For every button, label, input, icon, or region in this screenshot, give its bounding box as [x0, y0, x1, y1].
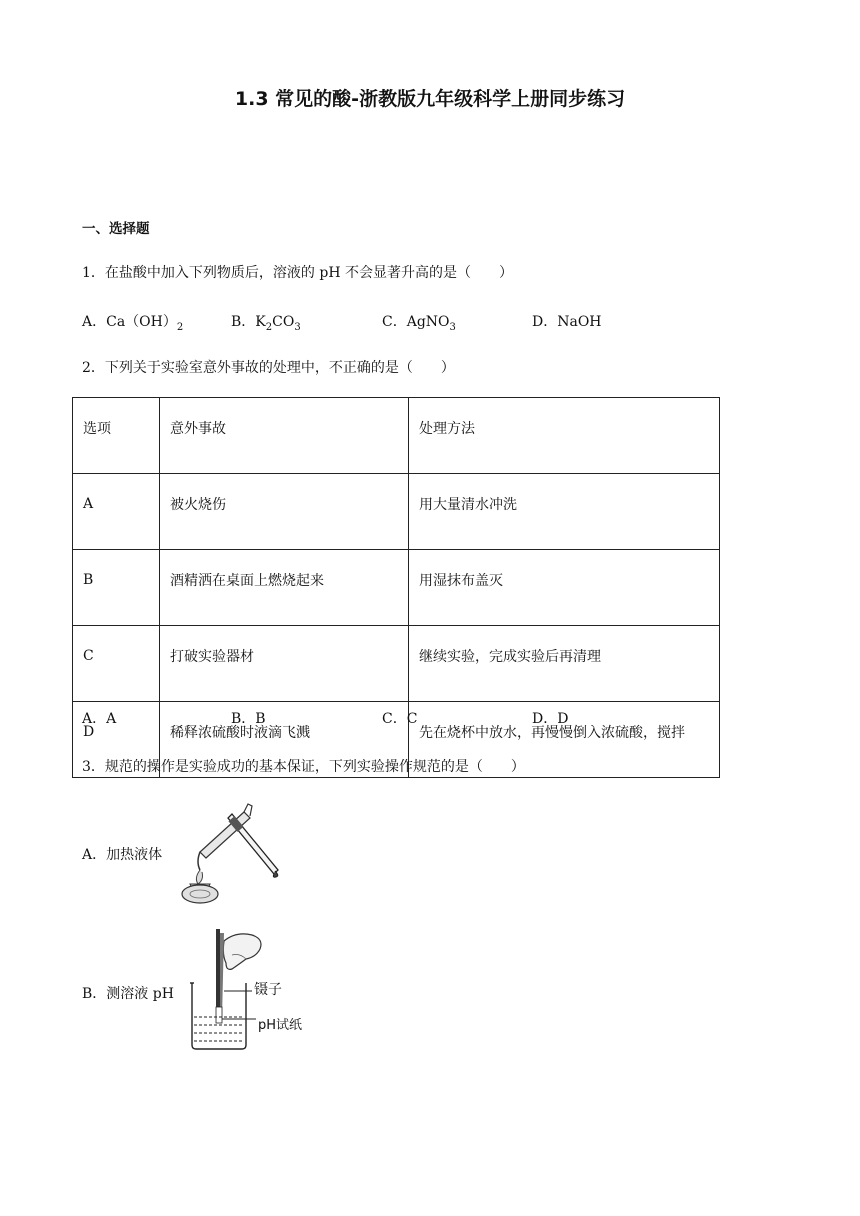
- q1-option-d: D．NaOH: [532, 314, 602, 330]
- table-header-cell: 意外事故: [160, 398, 409, 474]
- table-header-cell: 处理方法: [409, 398, 720, 474]
- table-cell: 被火烧伤: [160, 474, 409, 550]
- table-cell: 打破实验器材: [160, 626, 409, 702]
- table-header-cell: 选项: [73, 398, 160, 474]
- table-cell: 用大量清水冲洗: [409, 474, 720, 550]
- section-heading: 一、选择题: [82, 221, 150, 237]
- table-row: [73, 550, 720, 626]
- table-cell: 用湿抹布盖灭: [409, 550, 720, 626]
- table-cell: 继续实验，完成实验后再清理: [409, 626, 720, 702]
- table-cell: 酒精洒在桌面上燃烧起来: [160, 550, 409, 626]
- q1-option-a: A．$Ca(OH)_2$: [82, 314, 184, 333]
- q2-option-b: B．B: [231, 711, 266, 727]
- measure-ph-figure: [186, 925, 316, 1053]
- q3-option-a-label: A．加热液体: [82, 847, 163, 863]
- table-cell: D: [73, 702, 160, 778]
- table-cell: C: [73, 626, 160, 702]
- table-cell: B: [73, 550, 160, 626]
- q1-option-b: B．$K_2CO_3$: [231, 314, 301, 333]
- question-2-stem: 2．下列关于实验室意外事故的处理中，不正确的是（ ）: [82, 360, 455, 376]
- table-row: [73, 474, 720, 550]
- table-cell: 先在烧杯中放水，再慢慢倒入浓硫酸，搅拌: [409, 702, 720, 778]
- document-title: 1.3 常见的酸-浙教版九年级科学上册同步练习: [234, 88, 626, 110]
- table-cell: A: [73, 474, 160, 550]
- table-cell: 稀释浓硫酸时液滴飞溅: [160, 702, 409, 778]
- table-row: [73, 626, 720, 702]
- ph-paper-label: pH试纸: [258, 1018, 303, 1033]
- tweezers-label: 镊子: [254, 982, 282, 998]
- q2-option-c: C．C: [382, 711, 418, 727]
- q1-option-c: C．AgNO$_3$: [382, 314, 456, 333]
- q2-option-d: D．D: [532, 711, 569, 727]
- q2-option-a: A．A: [82, 711, 117, 727]
- question-3-stem: 3．规范的操作是实验成功的基本保证，下列实验操作规范的是（ ）: [82, 759, 525, 775]
- question-1-stem: 1．在盐酸中加入下列物质后，溶液的 pH 不会显著升高的是（ ）: [82, 265, 513, 281]
- q3-option-b-label: B．测溶液 pH: [82, 986, 174, 1002]
- table-header-row: [73, 398, 720, 474]
- heating-liquid-figure: [170, 800, 285, 906]
